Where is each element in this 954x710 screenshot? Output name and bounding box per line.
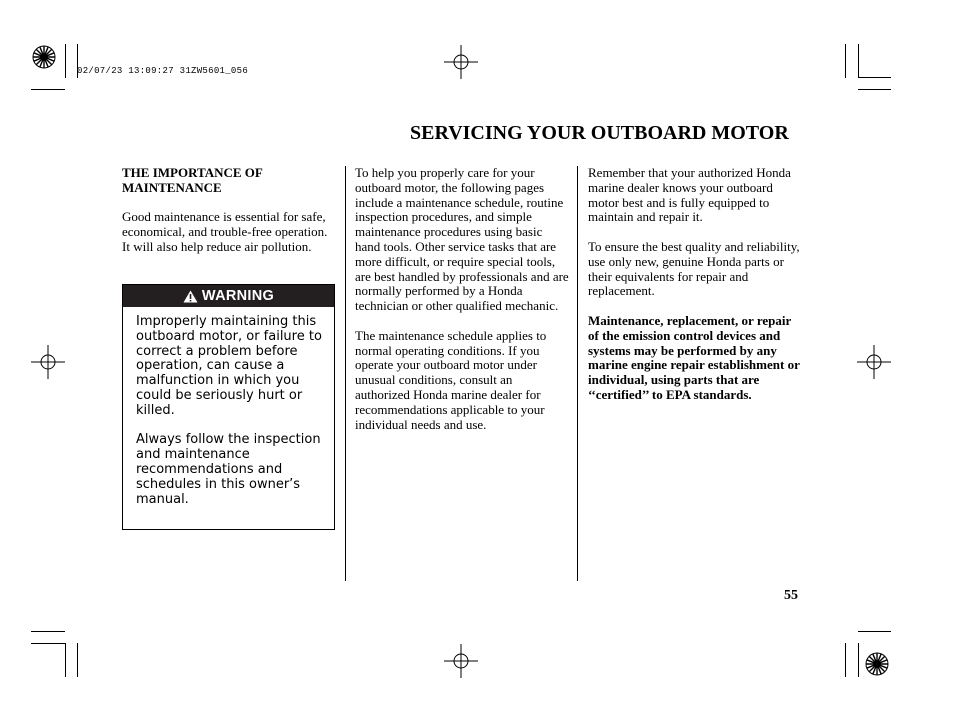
crop-mark xyxy=(858,44,859,78)
crop-mark xyxy=(845,44,846,78)
warning-header xyxy=(123,285,334,307)
starburst-target-icon xyxy=(32,45,56,69)
column-1 xyxy=(122,166,337,270)
intro-paragraph: Good maintenance is essential for safe, economical, and trouble-free operation. It will also help reduce air pollution. xyxy=(122,209,328,254)
emission-notice: Maintenance, replacement, or repair of the emission control devices and systems may be performed by any marine engine repair establishment or individual, using parts that are ‘‘certified’’ to EPA standards. xyxy=(588,312,800,402)
body-paragraph: The maintenance schedule applies to normal operating conditions. If you operate your outboard motor under unusual conditions, consult an authorized Honda marine dealer for recommendations applicable to your individual needs and use. xyxy=(355,327,547,432)
column-divider xyxy=(345,166,346,581)
warning-triangle-icon xyxy=(183,290,198,303)
page-title: SERVICING YOUR OUTBOARD MOTOR xyxy=(410,122,789,144)
crop-mark xyxy=(858,77,891,78)
page-number: 55 xyxy=(784,588,798,603)
warning-label: WARNING xyxy=(201,288,275,304)
crop-mark xyxy=(31,89,65,90)
column-2 xyxy=(355,166,570,447)
crop-mark xyxy=(77,643,78,677)
warning-paragraph: Always follow the inspection and maintenance recommendations and schedules in this owner’s manual. xyxy=(136,432,321,507)
section-heading: THE IMPORTANCE OF MAINTENANCE xyxy=(122,165,263,195)
warning-body xyxy=(123,307,334,507)
warning-box xyxy=(122,284,335,530)
crop-mark xyxy=(65,44,66,78)
column-divider xyxy=(577,166,578,581)
column-3 xyxy=(588,166,803,418)
crop-mark xyxy=(858,89,891,90)
warning-paragraph: Improperly maintaining this outboard motor, or failure to correct a problem before operation, can cause a malfunction in which you could be seriously hurt or killed. xyxy=(136,314,322,418)
crop-mark xyxy=(31,643,65,644)
body-paragraph: To ensure the best quality and reliability, use only new, genuine Honda parts or their equivalents for repair and replacement. xyxy=(588,238,800,299)
registration-crosshair-icon xyxy=(444,644,478,678)
crop-mark xyxy=(845,643,846,677)
body-paragraph: Remember that your authorized Honda marine dealer knows your outboard motor best and is fully equipped to maintain and repair it. xyxy=(588,165,791,225)
starburst-target-icon xyxy=(865,652,889,676)
registration-crosshair-icon xyxy=(444,45,478,79)
crop-mark xyxy=(858,643,859,677)
crop-mark xyxy=(858,631,891,632)
body-paragraph: To help you properly care for your outboard motor, the following pages include a maintenance schedule, routine inspection procedures, and simple maintenance procedures using basic hand tools. Other service tasks that are more difficult, or require special tools, are best handled by professionals and are normally performed by a Honda technician or other qualified mechanic. xyxy=(355,165,569,314)
crop-mark xyxy=(31,631,65,632)
registration-crosshair-icon xyxy=(857,345,891,379)
registration-crosshair-icon xyxy=(31,345,65,379)
crop-mark xyxy=(65,643,66,677)
print-stamp: 02/07/23 13:09:27 31ZW5601_056 xyxy=(77,66,249,76)
